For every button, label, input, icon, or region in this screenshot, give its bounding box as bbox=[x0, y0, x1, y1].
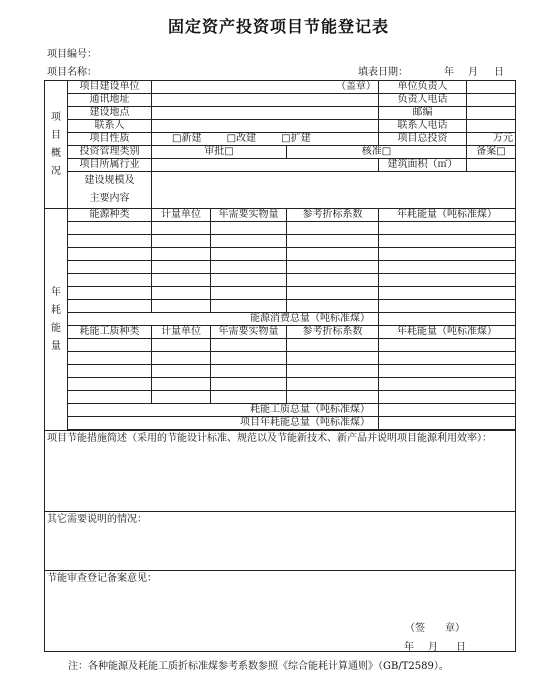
energy-row[interactable] bbox=[45, 287, 516, 300]
industry-field[interactable] bbox=[152, 159, 379, 172]
builder-label: 项目建设单位 bbox=[68, 81, 152, 94]
measures-label: 项目节能措施简述（采用的节能设计标准、规范以及节能新技术、新产品并说明项目能源利用效率）： bbox=[47, 433, 492, 444]
head-phone-field[interactable] bbox=[467, 94, 516, 107]
energy-row[interactable] bbox=[45, 261, 516, 274]
fill-date-month: 月 bbox=[468, 67, 478, 78]
total-medium-field[interactable] bbox=[379, 404, 516, 417]
medium-quantity-header: 年需要实物量 bbox=[211, 326, 287, 339]
medium-row[interactable] bbox=[45, 339, 516, 352]
medium-coefficient-header: 参考折标系数 bbox=[287, 326, 379, 339]
total-energy-label: 能源消费总量（吨标准煤） bbox=[68, 313, 379, 326]
footnote: 注：各种能源及耗能工质折标准煤参考系数参照《综合能耗计算通则》（GB/T2589）。 bbox=[68, 661, 449, 672]
energy-row[interactable] bbox=[45, 248, 516, 261]
medium-unit-header: 计量单位 bbox=[152, 326, 211, 339]
contact-phone-label: 联系人电话 bbox=[379, 120, 467, 133]
medium-type-header: 耗能工质种类 bbox=[68, 326, 152, 339]
medium-energy-header: 年耗能量（吨标准煤） bbox=[379, 326, 516, 339]
sign-label: （签 章） bbox=[405, 623, 465, 634]
medium-row[interactable] bbox=[45, 378, 516, 391]
others-label: 其它需要说明的情况： bbox=[47, 514, 147, 525]
fill-date-label: 填表日期： bbox=[358, 67, 408, 78]
project-number-label: 项目编号： bbox=[47, 49, 97, 60]
record-checkbox[interactable]: 备案□ bbox=[467, 146, 516, 159]
area-label: 建筑面积（㎡） bbox=[379, 159, 467, 172]
nature-label: 项目性质 bbox=[68, 133, 152, 146]
postcode-field[interactable] bbox=[467, 107, 516, 120]
review-month: 月 bbox=[428, 642, 438, 653]
fill-date-day: 日 bbox=[494, 67, 504, 78]
energy-row[interactable] bbox=[45, 235, 516, 248]
contact-field[interactable] bbox=[152, 120, 379, 133]
total-year-label: 项目年耗能总量（吨标准煤） bbox=[68, 417, 379, 430]
area-field[interactable] bbox=[467, 159, 516, 172]
nature-options bbox=[152, 133, 379, 146]
medium-row[interactable] bbox=[45, 365, 516, 378]
unit-header: 计量单位 bbox=[152, 209, 211, 222]
address-label: 通讯地址 bbox=[68, 94, 152, 107]
others-field[interactable] bbox=[45, 512, 516, 571]
coefficient-header: 参考折标系数 bbox=[287, 209, 379, 222]
site-label: 建设地点 bbox=[68, 107, 152, 120]
expand-checkbox[interactable]: □扩建 bbox=[281, 133, 311, 144]
medium-row[interactable] bbox=[45, 391, 516, 404]
overview-side-label: 项 目 概 况 bbox=[45, 81, 68, 209]
rebuild-checkbox[interactable]: □改建 bbox=[226, 133, 257, 144]
total-medium-label: 耗能工质总量（吨标准煤） bbox=[68, 404, 379, 417]
total-year-field[interactable] bbox=[379, 417, 516, 430]
total-invest-label: 项目总投资 bbox=[379, 133, 467, 146]
wan-yuan-unit: 万元 bbox=[493, 133, 513, 144]
verify-checkbox[interactable]: 核准□ bbox=[287, 146, 467, 159]
new-build-checkbox[interactable]: □新建 bbox=[172, 133, 202, 144]
site-field[interactable] bbox=[152, 107, 379, 120]
scale-field[interactable] bbox=[152, 172, 516, 209]
annual-energy-header: 年耗能量（吨标准煤） bbox=[379, 209, 516, 222]
energy-side-label: 年 耗 能 量 bbox=[45, 209, 68, 431]
review-year: 年 bbox=[404, 642, 414, 653]
project-name-label: 项目名称： bbox=[47, 67, 97, 78]
contact-label: 联系人 bbox=[68, 120, 152, 133]
review-field[interactable] bbox=[45, 571, 516, 652]
address-field[interactable] bbox=[152, 94, 379, 107]
energy-type-header: 能源种类 bbox=[68, 209, 152, 222]
industry-label: 项目所属行业 bbox=[68, 159, 152, 172]
energy-row[interactable] bbox=[45, 300, 516, 313]
form-title: 固定资产投资项目节能登记表 bbox=[167, 17, 389, 36]
approve-checkbox[interactable]: 审批□ bbox=[152, 146, 287, 159]
total-invest-field[interactable] bbox=[467, 133, 516, 146]
energy-row[interactable] bbox=[45, 274, 516, 287]
seal-label: （盖章） bbox=[336, 81, 376, 92]
unit-head-field[interactable] bbox=[467, 81, 516, 94]
medium-row[interactable] bbox=[45, 352, 516, 365]
annual-quantity-header: 年需要实物量 bbox=[211, 209, 287, 222]
head-phone-label: 负责人电话 bbox=[379, 94, 467, 107]
builder-field[interactable] bbox=[152, 81, 379, 94]
energy-row[interactable] bbox=[45, 222, 516, 235]
registration-form-table bbox=[44, 80, 516, 652]
contact-phone-field[interactable] bbox=[467, 120, 516, 133]
measures-field[interactable] bbox=[45, 431, 516, 512]
review-day: 日 bbox=[456, 642, 466, 653]
postcode-label: 邮编 bbox=[379, 107, 467, 120]
scale-label: 建设规模及 主要内容 bbox=[68, 172, 152, 209]
total-energy-field[interactable] bbox=[379, 313, 516, 326]
unit-head-label: 单位负责人 bbox=[379, 81, 467, 94]
fill-date-year: 年 bbox=[444, 67, 454, 78]
mgmt-type-label: 投资管理类别 bbox=[68, 146, 152, 159]
review-label: 节能审查登记备案意见： bbox=[47, 573, 157, 584]
